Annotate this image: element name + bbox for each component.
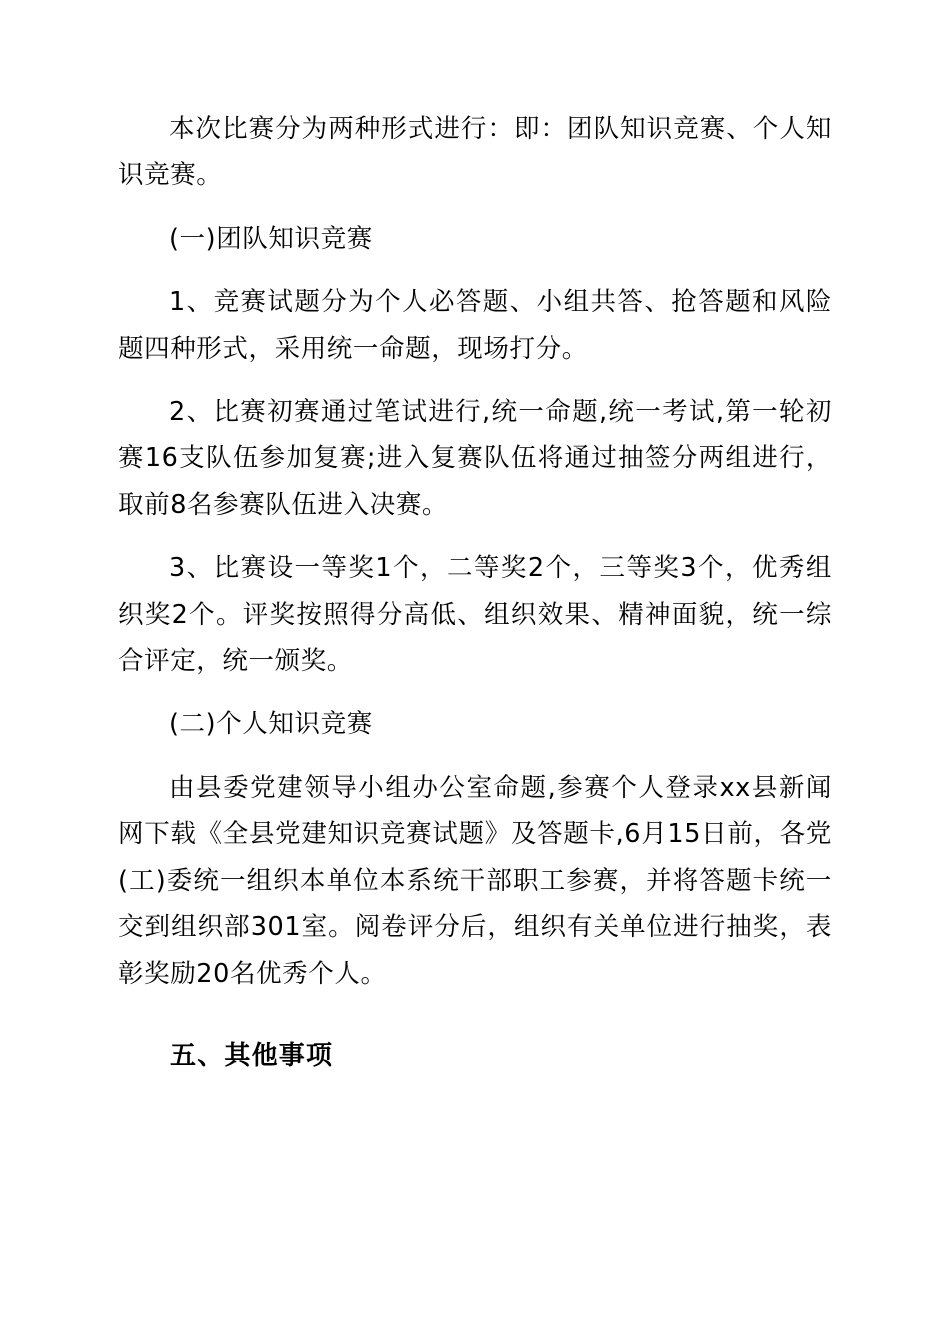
paragraph-item-2: 2、比赛初赛通过笔试进行,统一命题,统一考试,第一轮初赛16支队伍参加复赛;进入复赛队伍将通过抽签分两组进行，取前8名参赛队伍进入决赛。 (118, 397, 832, 520)
paragraph-item-1: 1、竞赛试题分为个人必答题、小组共答、抢答题和风险题四种形式，采用统一命题，现场打分。 (118, 287, 832, 364)
top-spacer (118, 96, 832, 106)
paragraph-item-3: 3、比赛设一等奖1个，二等奖2个，三等奖3个，优秀组织奖2个。评奖按照得分高低、组织效果、精神面貌，统一综合评定，统一颁奖。 (118, 553, 832, 677)
paragraph-section-two-title: (二)个人知识竞赛 (169, 709, 373, 740)
paragraph-section-one-title: (一)团队知识竞赛 (169, 223, 373, 254)
section-heading-other-matters: 五、其他事项 (170, 1040, 334, 1071)
document-body (118, 96, 832, 1080)
paragraph-intro: 本次比赛分为两种形式进行：即：团队知识竞赛、个人知识竞赛。 (118, 114, 832, 191)
paragraph-section-two-body: 由县委党建领导小组办公室命题,参赛个人登录xx县新闻网下载《全县党建知识竞赛试题》及答题卡,6月15日前，各党(工)委统一组织本单位本系统干部职工参赛，并将答题卡统一交到组织部301室。阅卷评分后，组织有关单位进行抽奖，表彰奖励20名优秀个人。 (118, 772, 832, 989)
